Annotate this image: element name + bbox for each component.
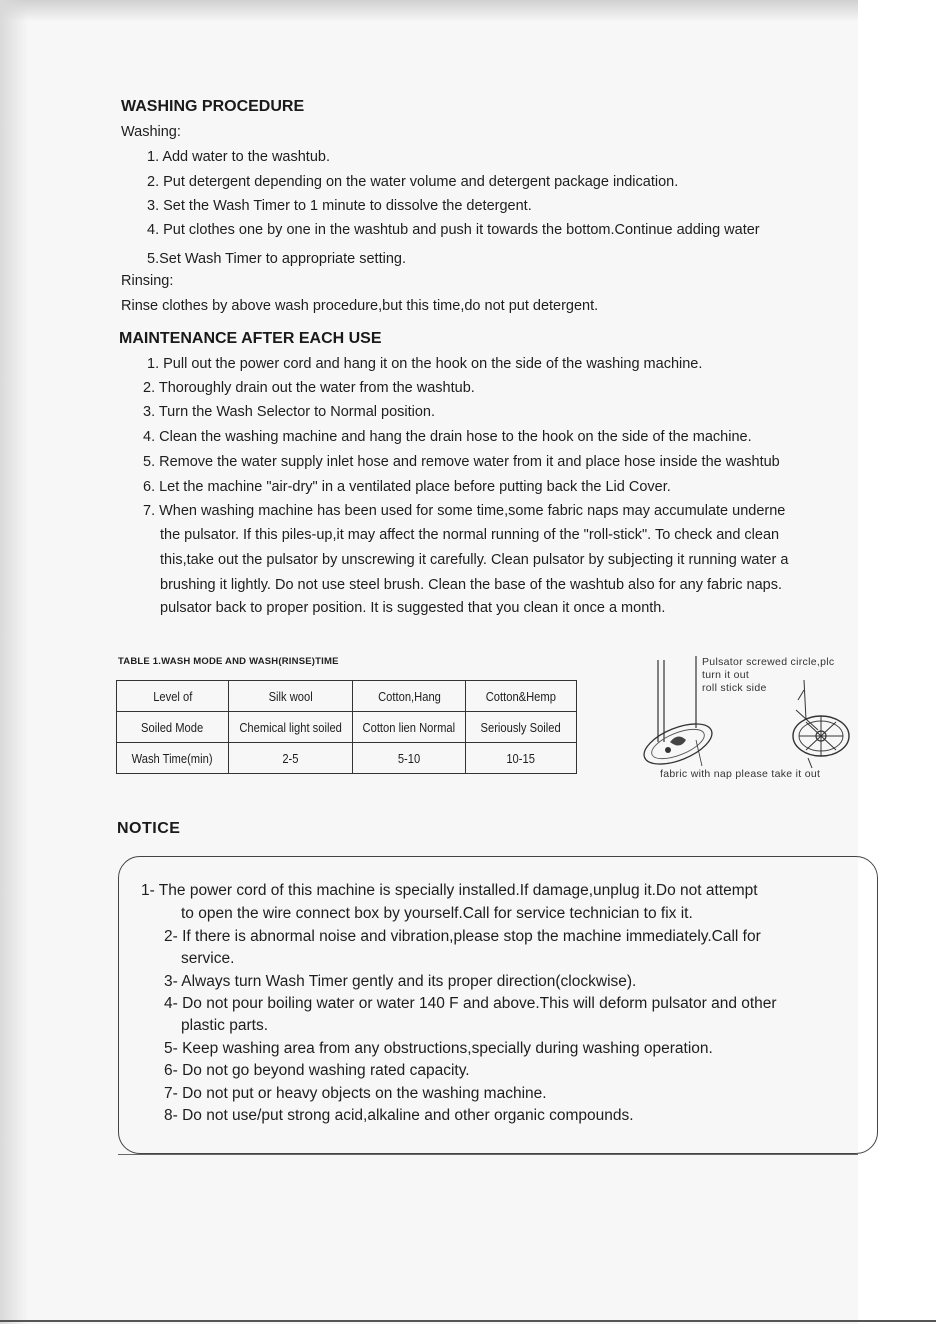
maintenance-item-continuation: pulsator back to proper position. It is suggested that you clean it once a month.: [160, 600, 666, 616]
notice-box-shadow-line: [118, 1154, 858, 1155]
maintenance-item: 7. When washing machine has been used for some time,some fabric naps may accumulate underne: [143, 503, 786, 519]
washing-step: 3. Set the Wash Timer to 1 minute to dissolve the detergent.: [147, 198, 532, 214]
table-cell: Cotton lien Normal: [353, 712, 466, 743]
notice-item: 4- Do not pour boiling water or water 140 F and above.This will deform pulsator and other: [164, 995, 777, 1012]
table-cell: Soiled Mode: [117, 712, 229, 743]
maintenance-item: 5. Remove the water supply inlet hose and remove water from it and place hose inside the washtub: [143, 454, 780, 470]
scan-top-shadow: [0, 0, 936, 20]
maintenance-item: 2. Thoroughly drain out the water from the washtub.: [143, 380, 475, 396]
maintenance-item: 1. Pull out the power cord and hang it on the hook on the side of the washing machine.: [147, 356, 703, 372]
table-cell: 10-15: [465, 743, 576, 774]
table-cell: 2-5: [229, 743, 353, 774]
figure-caption: fabric with nap please take it out: [660, 768, 821, 780]
washing-step: 5.Set Wash Timer to appropriate setting.: [147, 251, 406, 267]
maintenance-item-continuation: this,take out the pulsator by unscrewing it carefully. Clean pulsator by subjecting it running water a: [160, 552, 789, 568]
table-row: [117, 712, 577, 743]
washing-step: 4. Put clothes one by one in the washtub and push it towards the bottom.Continue adding water: [147, 222, 760, 238]
table-cell: Silk wool: [229, 681, 353, 712]
scan-left-shadow: [0, 0, 28, 1324]
table-cell: 5-10: [353, 743, 466, 774]
wash-table-title: TABLE 1.WASH MODE AND WASH(RINSE)TIME: [118, 656, 339, 667]
washing-step: 1. Add water to the washtub.: [147, 149, 330, 165]
wash-mode-table: [116, 680, 577, 774]
maintenance-item-continuation: the pulsator. If this piles-up,it may affect the normal running of the "roll-stick". To check and clean: [160, 527, 780, 543]
maintenance-item: 6. Let the machine "air-dry" in a ventilated place before putting back the Lid Cover.: [143, 479, 671, 495]
washing-label: Washing:: [121, 124, 181, 140]
maintenance-heading: MAINTENANCE AFTER EACH USE: [119, 330, 382, 347]
notice-item: 6- Do not go beyond washing rated capacity.: [164, 1062, 470, 1079]
rinsing-text: Rinse clothes by above wash procedure,but this time,do not put detergent.: [121, 298, 599, 314]
table-row: [117, 681, 577, 712]
notice-item: plastic parts.: [181, 1017, 269, 1034]
washing-procedure-heading: WASHING PROCEDURE: [121, 98, 305, 115]
notice-item: 2- If there is abnormal noise and vibration,please stop the machine immediately.Call for: [164, 928, 761, 945]
table-cell: Seriously Soiled: [465, 712, 576, 743]
notice-heading: NOTICE: [117, 820, 181, 837]
table-row: [117, 743, 577, 774]
table-cell: Cotton&Hemp: [465, 681, 576, 712]
maintenance-item-continuation: brushing it lightly. Do not use steel brush. Clean the base of the washtub also for any fabric naps.: [160, 577, 782, 593]
scan-bottom-edge: [0, 1320, 936, 1322]
figure-label: Pulsator screwed circle,plc: [702, 656, 835, 668]
notice-item: service.: [181, 950, 235, 967]
notice-item: 1- The power cord of this machine is specially installed.If damage,unplug it.Do not attempt: [141, 882, 758, 899]
notice-item: 7- Do not put or heavy objects on the washing machine.: [164, 1085, 547, 1102]
rinsing-label: Rinsing:: [121, 273, 174, 289]
notice-item: 8- Do not use/put strong acid,alkaline and other organic compounds.: [164, 1107, 634, 1124]
notice-item: to open the wire connect box by yourself.Call for service technician to fix it.: [181, 905, 693, 922]
maintenance-item: 3. Turn the Wash Selector to Normal position.: [143, 404, 436, 420]
table-cell: Chemical light soiled: [229, 712, 353, 743]
washing-step: 2. Put detergent depending on the water volume and detergent package indication.: [147, 174, 679, 190]
figure-label: turn it out: [702, 669, 750, 681]
maintenance-item: 4. Clean the washing machine and hang the drain hose to the hook on the side of the machine.: [143, 429, 752, 445]
table-cell: Cotton,Hang: [353, 681, 466, 712]
table-cell: Level of: [117, 681, 229, 712]
figure-label: roll stick side: [702, 682, 767, 694]
notice-item: 5- Keep washing area from any obstructions,specially during washing operation.: [164, 1040, 713, 1057]
table-cell: Wash Time(min): [117, 743, 229, 774]
notice-item: 3- Always turn Wash Timer gently and its proper direction(clockwise).: [164, 973, 637, 990]
